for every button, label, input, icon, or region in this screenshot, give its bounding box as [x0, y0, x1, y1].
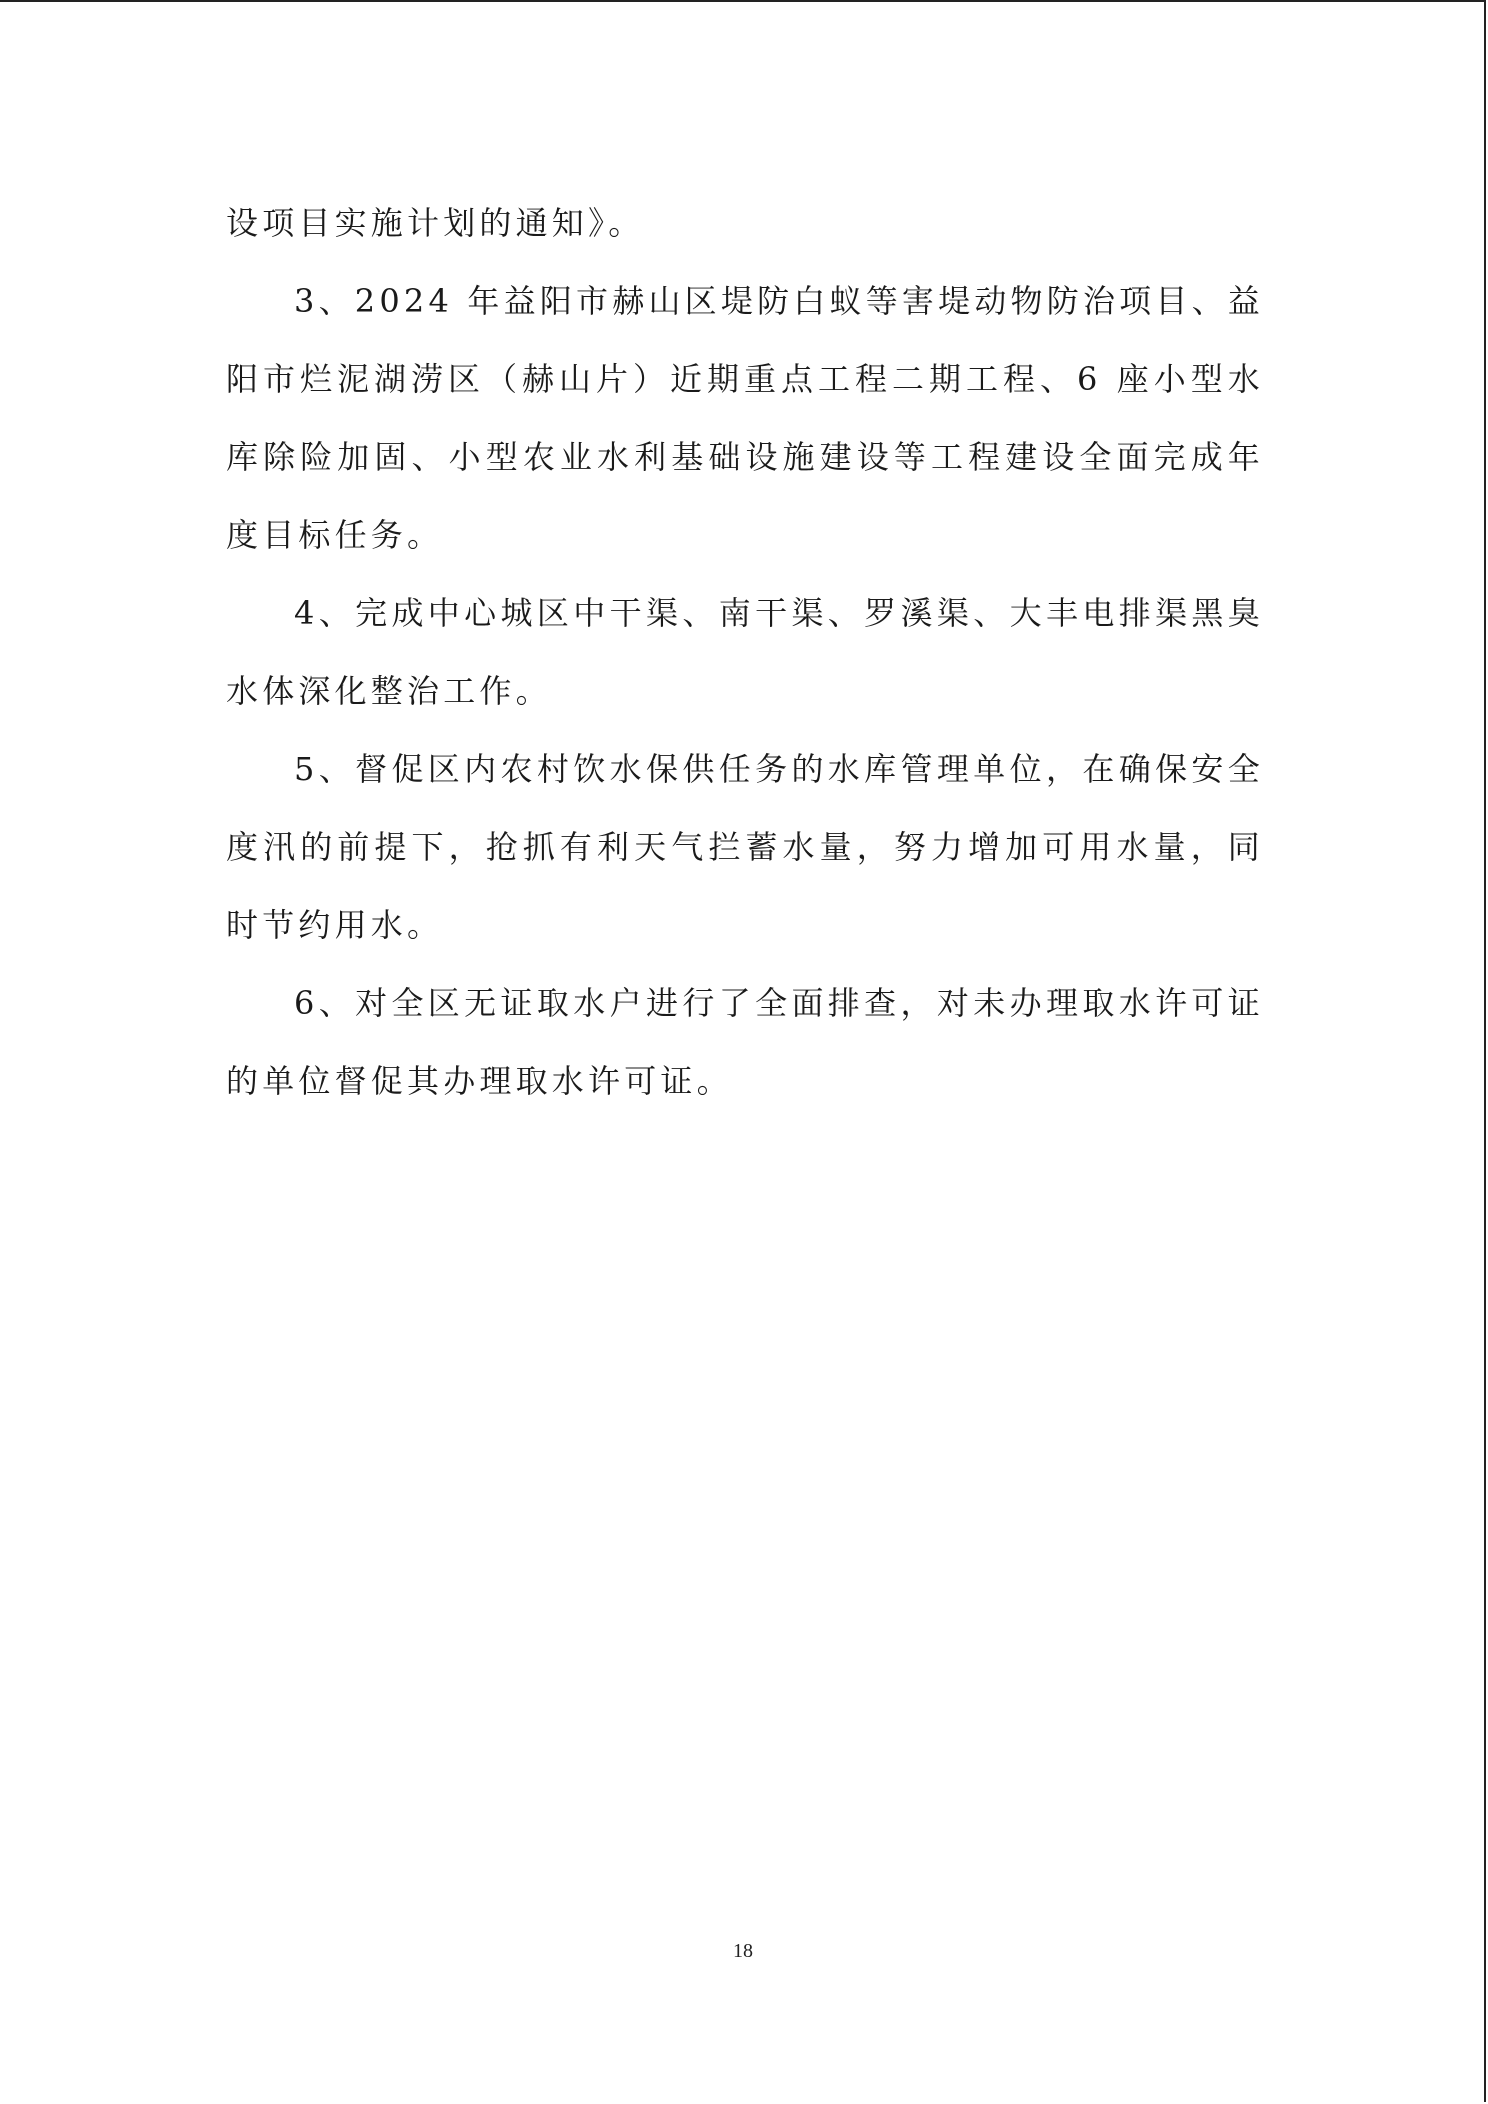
paragraph-continuation: 设项目实施计划的通知》。 [226, 204, 645, 242]
document-body [226, 184, 1264, 1120]
paragraph-item-5: 5、督促区内农村饮水保供任务的水库管理单位，在确保安全度汛的前提下，抢抓有利天气拦蓄水量，努力增加可用水量，同时节约用水。 [226, 750, 1264, 944]
paragraph-item-4: 4、完成中心城区中干渠、南干渠、罗溪渠、大丰电排渠黑臭水体深化整治工作。 [226, 594, 1264, 710]
paragraph-item-3: 3、2024 年益阳市赫山区堤防白蚁等害堤动物防治项目、益阳市烂泥湖涝区（赫山片）近期重点工程二期工程、6 座小型水库除险加固、小型农业水利基础设施建设等工程建设全面完成年度目标任务。 [226, 282, 1264, 554]
page-number: 18 [733, 1940, 753, 1962]
paragraph-item-6: 6、对全区无证取水户进行了全面排查，对未办理取水许可证的单位督促其办理取水许可证。 [226, 984, 1264, 1100]
